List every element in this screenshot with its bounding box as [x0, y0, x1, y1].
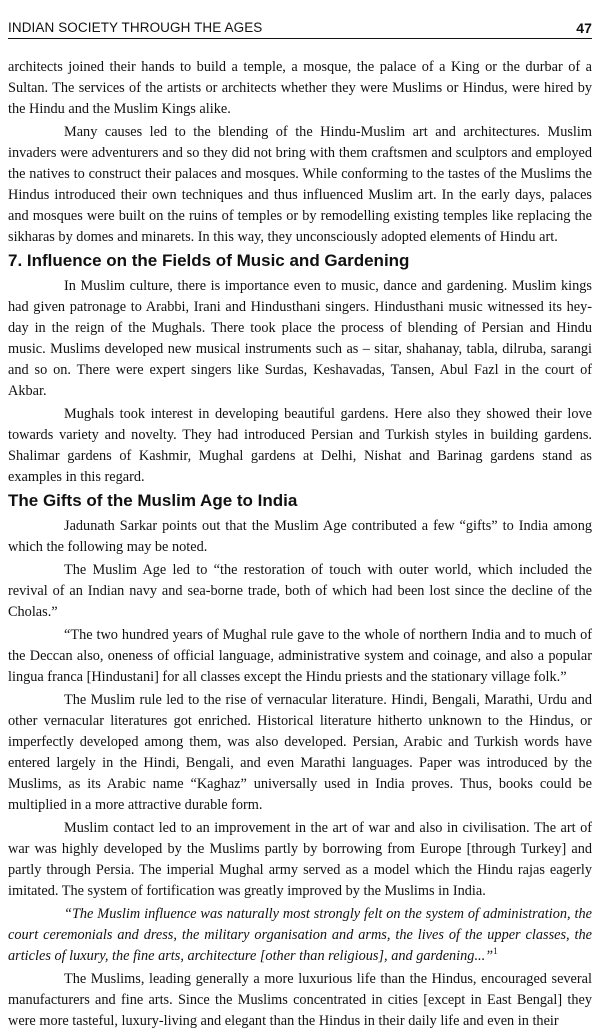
- section-heading-music-gardening: 7. Influence on the Fields of Music and Gardening: [8, 251, 410, 270]
- paragraph-blending-causes: Many causes led to the blending of the Hindu-Muslim art and architectures. Muslim invaders were adventurers and so they did not bring with them craftsmen and sculptors and employed the natives to construct their palaces and mosques. While conforming to the tastes of the Muslims the Hindus introduced their own techniques and thus influenced Muslim art. In the early days, palaces and mosques were built on the ruins of temples or by remodelling existing temples like replacing the sikharas by domes and minarets. In this way, they unconsciously adopted elements of Hindu art.: [8, 124, 592, 245]
- paragraph-influence-quote: [8, 904, 592, 967]
- header-rule: [8, 38, 592, 39]
- influence-quote-text: “The Muslim influence was naturally most strongly felt on the system of administration, the court ceremonials and dress, the military organisation and arms, the lives of the upper classes, the articles of luxury, the fine arts, architecture [other than religious], and gardening...”: [8, 906, 592, 964]
- paragraph-music: In Muslim culture, there is importance even to music, dance and gardening. Muslim kings had given patronage to Arabbi, Irani and Hindusthani singers. Hindusthani music witnessed its hey-day in the reign of the Mughals. There took place the process of blending of Persian and Hindu music. Muslims developed new musical instruments such as – sitar, shahanay, tabla, dilruba, sarangi and so on. There were expert singers like Surdas, Keshavadas, Tansen, Abul Fazl in the court of Akbar.: [8, 278, 592, 399]
- paragraph-art-of-war: Muslim contact led to an improvement in the art of war and also in civilisation. The art of war was highly developed by the Muslims partly by borrowing from Europe [through Turkey] and partly through Persia. The imperial Mughal army served as a model which the Hindu rajas eagerly imitated. The system of fortification was greatly improved by the Muslims in India.: [8, 820, 592, 899]
- page-body: [8, 57, 592, 1034]
- paragraph-vernacular: The Muslim rule led to the rise of vernacular literature. Hindi, Bengali, Marathi, Urdu and other vernacular literatures got enriched. Historical literature hitherto unknown to the Hindus, or imperfectly developed among them, was also developed. Persian, Arabic and Turkish words have entered largely in the Hindi, Bengali, and even Marathi languages. Paper was introduced by the Muslims, as its Arabic name “Kaghaz” universally used in India proves. Thus, books could be multiplied in a more attractive durable form.: [8, 692, 592, 813]
- footnote-marker: 1: [493, 946, 498, 957]
- paragraph-sarkar-gifts: Jadunath Sarkar points out that the Muslim Age contributed a few “gifts” to India among which the following may be noted.: [8, 518, 592, 555]
- running-header: [8, 6, 592, 34]
- section-heading-gifts: The Gifts of the Muslim Age to India: [8, 491, 298, 510]
- paragraph-mughal-rule: “The two hundred years of Mughal rule gave to the whole of northern India and to much of the Deccan also, oneness of official language, administrative system and coinage, and also a popular lingua franca [Hindustani] for all classes except the Hindu priests and the stationary village folk.”: [8, 627, 592, 685]
- paragraph-continuation: architects joined their hands to build a temple, a mosque, the palace of a King or the durbar of a Sultan. The services of the artists or architects whether they were Muslims or Hindus, were hired by the Hindu and the Muslim Kings alike.: [8, 59, 592, 117]
- paragraph-gardens: Mughals took interest in developing beautiful gardens. Here also they showed their love towards variety and novelty. They had introduced Persian and Turkish styles in building gardens. Shalimar gardens of Kashmir, Mughal gardens at Delhi, Nishat and Barinag gardens stand as examples in this regard.: [8, 406, 592, 485]
- paragraph-outer-world: The Muslim Age led to “the restoration of touch with outer world, which included the revival of an Indian navy and sea-borne trade, both of which had been lost since the decline of the Cholas.”: [8, 562, 592, 620]
- page-number: 47: [576, 20, 592, 36]
- paragraph-luxury: The Muslims, leading generally a more luxurious life than the Hindus, encouraged several manufacturers and fine arts. Since the Muslims concentrated in cities [except in East Bengal] they were more tasteful, luxury-living and elegant than the Hindus in their daily life and even in their: [8, 971, 592, 1029]
- running-title: INDIAN SOCIETY THROUGH THE AGES: [8, 20, 263, 35]
